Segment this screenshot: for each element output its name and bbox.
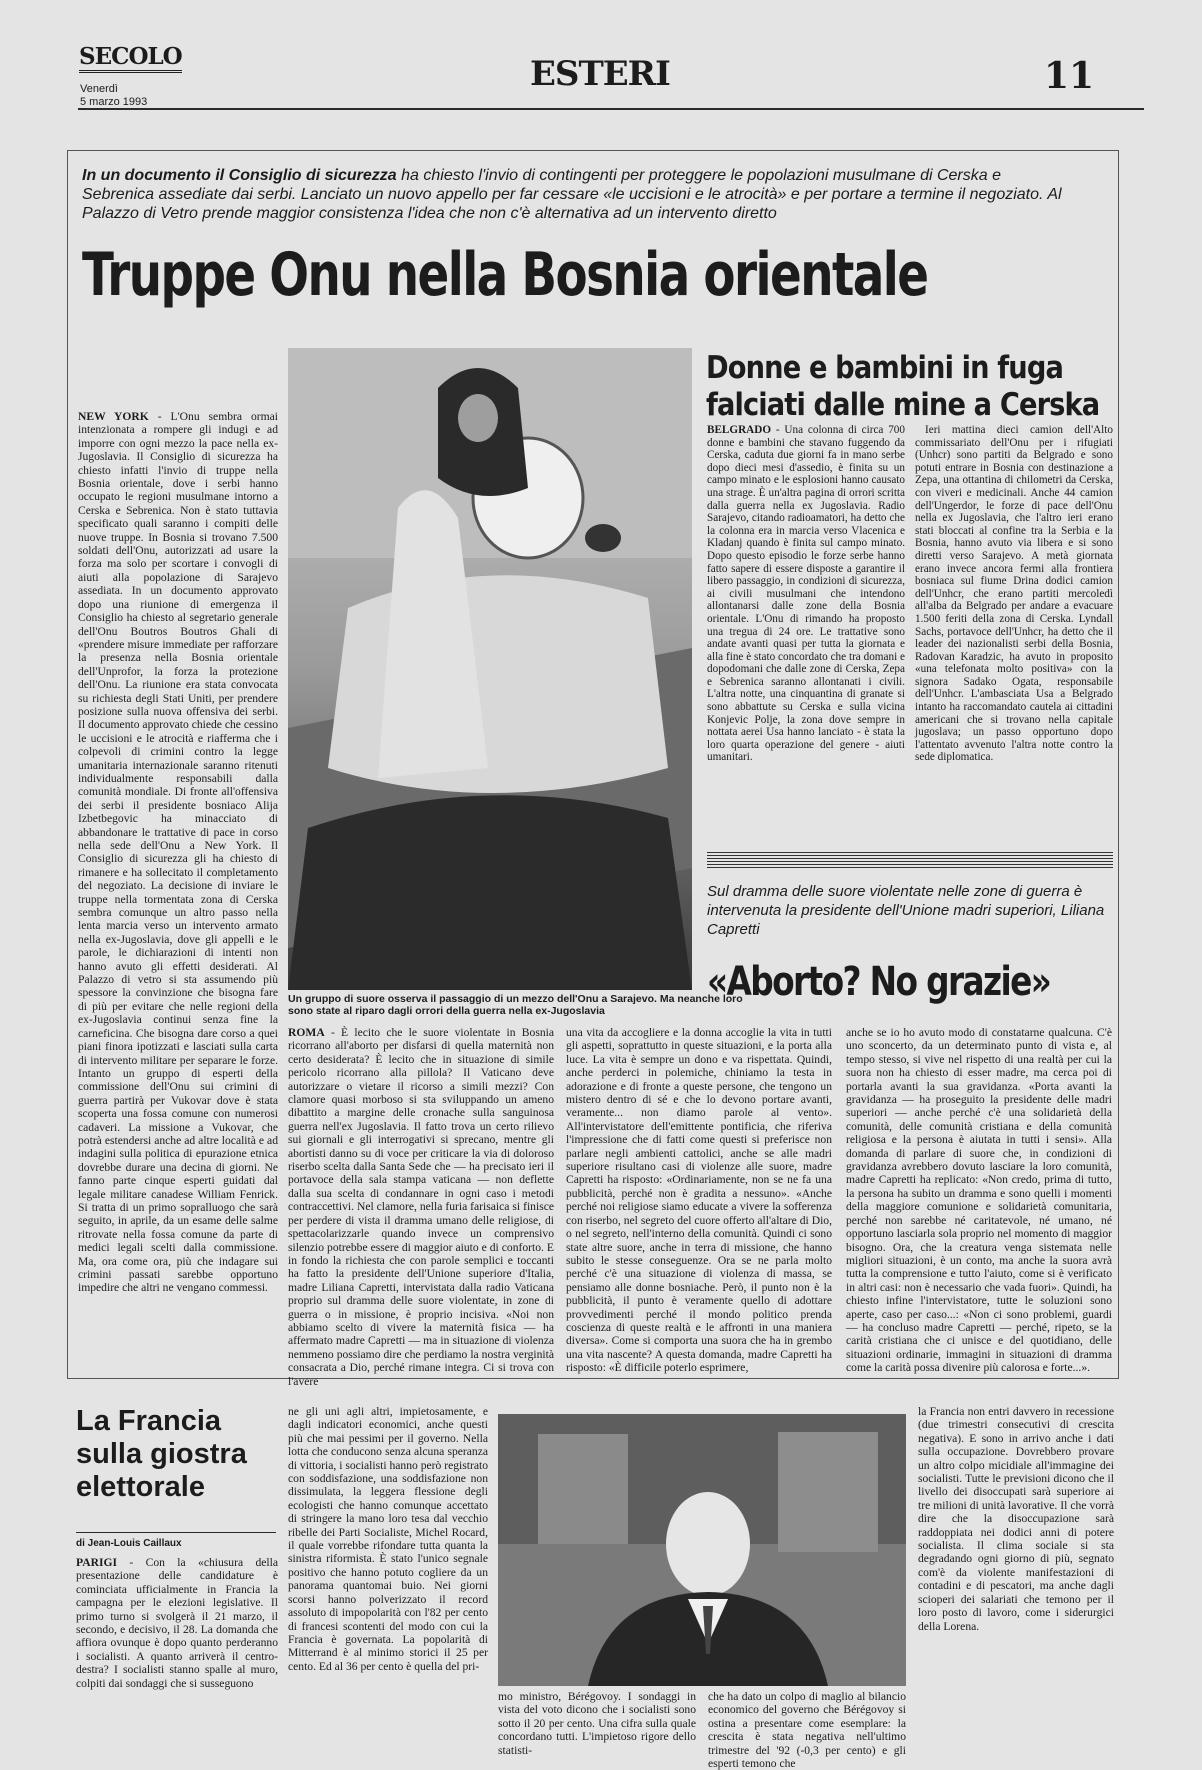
aborto-column-2 [566,1026,832,1374]
photo-caption-nuns: Un gruppo di suore osserva il passaggio di un mezzo dell'Onu a Sarajevo. Ma neanche loro sono state al riparo dagli orrori della guerra nella ex-Jugoslavia [288,993,743,1017]
dateline-belgrado: BELGRADO [707,424,772,436]
francia-col1: - Con la «chiusura della presentazione delle candidature è cominciata ufficialmente in Francia la campagna per le elezioni legislative. Il primo turno si svolgerà il 21 marzo, il secondo, e decisivo, il 28. La domanda che affiora ovunque è dopo quanto perderanno i socialisti. A quanto arriverà il centro-destra? I socialisti stanno spalle al muro, colpiti dai sondaggi che si susseguono [76,1556,278,1690]
main-headline: Truppe Onu nella Bosnia orientale [82,240,928,310]
masthead [0,0,1202,130]
aborto-column-3 [846,1026,1112,1374]
francia-column-5 [918,1405,1114,1754]
photo-politician [498,1414,906,1686]
aborto-column-1 [288,1026,554,1388]
main-story-summary [82,166,1062,223]
francia-col4: che ha dato un colpo di maglio al bilancio economico del governo che Bérégovoy si ostina a presentare come esemplare: la crescita è stata negativa nell'ultimo trimestre del '92 (-0,3 per cento) e gli esperti temono che [708,1690,906,1770]
aborto-col2: una vita da accogliere e la donna accoglie la vita in tutti gli aspetti, soprattutto in queste situazioni, e la porta alla luce. La vita è sempre un dono e va rispettata. Quindi, anche perderci in polemiche, chiniamo la testa in adorazione e di fronte a queste persone, che tengono un mistero dentro di sé e che lo devono portare avanti, veramente... non diamo parole al vento». All'intervistatore dell'emittente pontificia, che riferiva l'impressione che di fatti come questi si preferisce non parlare negli ambienti cattolici, anche se alle madri superiore risultano casi di violenze alle suore, madre Capretti ha risposto: «Ordinariamente, non se ne fa una pubblicità, perché non è gradita a nessuno». «Anche perché noi religiose siamo educate a vivere la sofferenza con riserbo, nel segreto del cuore offerto all'altare di Dio, o nel segreto, nell'interno della comunità. Quindi ci sono state altre suore, anche in terra di missione, che hanno subito le stesse conseguenze. Ora se ne parla molto perché c'è una situazione di violenza di massa, se pensiamo alle donne bosniache. Però, il punto non è la pubblicità, il punto è veramente quello di adottare provvedimenti perché il mondo politico prenda coscienza di queste realtà e le affronti in una maniera diversa». Come si comporta una suora che ha in grembo una vita nascente? A questa domanda, madre Capretti ha risposto: «È difficile poterlo esprimere, [566,1026,832,1375]
cerska-column-left [707,424,905,824]
aborto-col3: anche se io ho avuto modo di constatarne qualcuna. C'è uno sconcerto, da un determinato punto di vista e, al tempo stesso, si vive nel rispetto di una realtà per cui la suora non ha chiesto di esser madre, ma cerca poi di portarla avanti la sua gravidanza. «Porta avanti la gravidanza — ha proseguito la presidente delle madri superiori — anche perché c'è una solidarietà della comunità, delle comunità cristiana e della comunità religiosa e la persona è aiutata in tutti i sensi». Alla domanda di parlare di suore che, in condizioni di gravidanza avrebbero dovuto lasciare la loro comunità, madre Capretti ha replicato: «Non credo, prima di tutto, la persona ha subito un dramma e sono quelli i momenti della maggiore comunione e solidarietà comunitaria, perché non sarebbe né caritatevole, né umano, né opportuno lasciarla sola proprio nel momento di maggior bisogno. Ora, che la creatura venga sistemata nelle migliori situazioni, è un conto, ma anche la suora avrà tutta la comprensione e tutto l'aiuto, come si è verificato in altri casi: non è necessario che vada fuori». Quindi, ha chiesto infine l'intervistatore, tutte le soluzioni sono aperte, caso per caso...: «Non ci sono problemi, guardi — ha concluso madre Capretti — perché, ripeto, se la carità cristiana che ci unisce e del quotidiano, delle situazioni ordinarie, immagini in situazioni di dramma come la carità possa divenire più calorosa e forte...». [846,1026,1112,1375]
francia-column-2 [288,1405,488,1754]
francia-col5: la Francia non entri davvero in recessione (due trimestri consecutivi di crescita negativa). E sono in arrivo anche i dati sulla occupazione. Dovrebbero provare un altro colpo micidiale all'immagine dei socialisti. Tutte le previsioni dicono che il livello dei disoccupati sarà superiore ai tre milioni di unità lavorative. Il che vorrà dire che la disoccupazione sarà raddoppiata nei dodici anni di potere socialista. Il clima sociale si sta degradando ogni giorno di più, segnato com'è da violente manifestazioni di contadini e di pescatori, ma anche dagli scioperi dei salariati che temono per il loro posto di lavoro, come i siderurgici della Lorena. [918,1405,1114,1633]
dateline-parigi: PARIGI [76,1556,118,1569]
masthead-rule [78,108,1144,110]
aborto-summary: Sul dramma delle suore violentate nelle zone di guerra è intervenuta la presidente dell'Unione madri superiori, Liliana Capretti [707,883,1105,938]
aborto-headline: «Aborto? No grazie» [707,959,1051,1005]
photo-nuns-sarajevo [288,348,692,990]
section-title: ESTERI [530,54,670,94]
cerska-headline: Donne e bambini in fuga falciati dalle mine a Cerska [706,350,1100,423]
francia-byline: di Jean-Louis Caillaux [76,1538,182,1549]
francia-byline-rule [76,1532,276,1533]
cerska-body-left: - Una colonna di circa 700 donne e bambini che stavano fuggendo da Cerska, caduta due giorni fa in mano serbe dopo dieci mesi d'assedio, è finita su un campo minato e le esplosioni hanno causato una strage. È un'altra pagina di orrori scritta dalla guerra nella ex Jugoslavia. Radio Sarajevo, citando radioamatori, ha detto che la colonna era in marcia verso Vlacenica e Kladanj quando è finita sul campo minato. Dopo questo episodio le forze serbe hanno fatto sapere di essere disposte a garantire il libero passaggio, in condizioni di sicurezza, ai civili musulmani che intendono allontanarsi dalle zone della Bosnia orientale. L'Onu di rimando ha proposto una tregua di 24 ore. Le trattative sono andate avanti quasi per tutta la giornata e alla fine è stato concordato che tra domani e dopodomani che dalle zone di Cerska, Zepa e Sebrenica saranno allontanati i civili. L'altra notte, una cinquantina di granate si sono abbattute su Cerska e sulla vicina Konjevic Polje, la zona dove sempre in nottata aerei Usa hanno lanciato - è stata la loro quarta operazione del genere - aiuti umanitari. [707,424,905,764]
francia-column-1 [76,1556,278,1754]
issue-date: 5 marzo 1993 [80,96,148,108]
dateline-new-york: NEW YORK [78,410,149,423]
aborto-col1: - È lecito che le suore violentate in Bosnia ricorrano all'aborto per disfarsi di quella maternità non certo desiderata? È lecito che in situazione di simile pericolo ricorrano alla pillola? Il Vaticano deve autorizzare o vietare il ricorso a simili mezzi? Con clamore quasi morboso si sta sviluppando un ameno dibattito a margine delle cronache sulla sanguinosa guerra nell'ex Jugoslavia. Il fatto trova un certo rilievo sui giornali e gli interrogativi si sprecano, mentre gli abortisti danno su di voce per criticare la via di doloroso riserbo scelta dalla Santa Sede che — ha precisato ieri il portavoce della sala stampa vaticana — non deflette dalla sua scelta di condannare in ogni caso i metodi contraccettivi. Nel clamore, nella furia farisaica si finisce per perdere di vista il dramma umano delle religiose, di spettacolarizzarle quando invece un comprensivo silenzio potrebbe essere di maggior aiuto e di conforto. E in fondo la richiesta che con parole semplici e toccanti ha fatto la presidente dell'Unione superiore d'Italia, madre Liliana Capretti, intervistata dalla radio Vaticana proprio sul dramma delle suore violentate, in zone di guerra o in missione, è proprio incisiva. «Noi non abbiamo scelto di vivere la maternità fisica — ha affermato madre Capretti — ma in situazione di violenza nemmeno possiamo dire che perdiamo la nostra verginità consacrata a Dio, perché rimane integra. Ci si trova con l'avere [288,1026,554,1388]
francia-column-3 [498,1690,696,1757]
main-story-column [78,410,278,1355]
cerska-column-right [915,424,1113,824]
summary-lead: In un documento il Consiglio di sicurezza [82,167,397,184]
francia-col2: ne gli uni agli altri, impietosamente, e dagli indicatori economici, anche questi più che mai pessimi per il governo. Nella lotta che conducono senza alcuna speranza di vittoria, i socialisti hanno però registrato con soddisfazione, una soddisfazione non dissimulata, la leggera flessione degli ecologisti che hanno comunque accettato di stringere la mano loro tesa dal vecchio ribelle dei Parti Socialiste, Michel Rocard, il quale vorrebbe rifondare tutta quanta la sinistra riformista. È stato l'unico segnale positivo che hanno potuto cogliere da un panorama quantomai buio. Nei giorni scorsi hanno polverizzato il record assoluto di impopolarità con l'82 per cento di francesi scontenti del modo con cui la Francia è governata. La popolarità di Mitterrand è al minimo storici il 25 per cento. Ed al 36 per cento è quella del pri- [288,1405,488,1673]
issue-weekday: Venerdì [80,83,118,95]
dateline-roma: ROMA [288,1026,325,1039]
photo-nuns-graphic [288,348,692,990]
main-story-body: - L'Onu sembra ormai intenzionata a rompere gli indugi e ad imporre con ogni mezzo la pace nella ex-Jugoslavia. Il Consiglio di sicurezza ha chiesto infatti l'invio di truppe nella Bosnia orientale, dove i serbi hanno occupato le regioni musulmane intorno a Cerska e Sebrenica. Non è stato tuttavia specificato quali saranno i compiti delle nuove truppe. In Bosnia si trovano 7.500 soldati dell'Onu, autorizzati ad usare la forza ma solo per scortare i convogli di aiuti alla popolazione di Sarajevo assediata. In un documento approvato dopo una riunione di emergenza il Consiglio ha chiesto al segretario generale dell'Onu Boutros Boutros Ghali di «prendere misure immediate per rafforzare la presenza nella Bosnia orientale dell'Unprofor, la forza la protezione dell'Onu. La riunione era stata convocata su richiesta degli Stati Uniti, per prendere posizione sulla nuova offensiva dei serbi. Il documento approvato chiede che cessino le uccisioni e le atrocità e riafferma che i colpevoli di crimini contro la legge umanitaria internazionale saranno ritenuti individualmente responsabili dalla comunità mondiale. Di fronte all'offensiva dei serbi il presidente bosniaco Alija Izbetbegovic ha minacciato di abbandonare le trattative di pace in corso nella sede dell'Onu a New York. Il Consiglio di sicurezza gli ha chiesto di rimanere e ha sollecitato il completamento del negoziato. La decisione di inviare le truppe nella tormentata zona di Cerska sembra comunque un altro passo nella lenta marcia verso un intervento armato nella ex-Jugoslavia, dove gli appelli e le parole, le dichiarazioni di intenti non hanno avuto gli effetti desiderati. Al Palazzo di vetro si sta assumendo più spessore la convinzione che bisogna fare di più per evitare che nelle regioni della ex-Jugoslavia continui senza fine la carneficina. Che bisogna dare corso a quei piani finora ipotizzati e lasciati sulla carta di intervento militare per separare le forze. Intanto un gruppo di esperti della commissione dell'Onu sui crimini di guerra partirà per Vukovar dove è stata scoperta una fossa comune con numerosi cadaveri. La missione a Vukovar, che potrà estendersi anche ad altre località e ad indagini sulla politica di epurazione etnica dovrebbe durare una decina di giorni. Ne fanno parte cinque esperti guidati dal legale militare canadese William Fenrick. Si tratta di un primo sopralluogo che sarà seguito, in aprile, da un esame delle salme ritrovate nella fossa comune da parte di medici legali scelti dalla commissione. Ma, ora come ora, più che indagare sui crimini passati sarebbe opportuno impedire che altri ne vengano commessi. [78,410,278,1295]
newspaper-logo: SECOLO [79,44,182,73]
francia-headline: La Francia sulla giostra elettorale [76,1405,247,1503]
francia-col3: mo ministro, Bérégovoy. I sondaggi in vista del voto dicono che i socialisti sono sotto il 20 per cento. Una cifra sulla quale concordano tutti. L'impietoso rigore dello statisti- [498,1690,696,1757]
francia-column-4 [708,1690,906,1770]
page-number: 11 [1044,55,1095,97]
summary-text: ha chiesto l'invio di contingenti per proteggere le popolazioni musulmane di Cerska e Sebrenica assediate dai serbi. Lanciato un nuovo appello per far cessare «le uccisioni e le atrocità» e per portare a termine il negoziato. Al Palazzo di Vetro prende maggior consistenza l'idea che non c'è alternativa ad un intervento diretto [82,167,1062,222]
photo-politician-graphic [498,1414,906,1686]
cerska-body-right: Ieri mattina dieci camion dell'Alto commissariato dell'Onu per i rifugiati (Unhcr) sono partiti da Belgrado e sono potuti entrare in Bosnia con destinazione a Zepa, una ottantina di chilometri da Cerska, con viveri e medicinali. Anche 44 camion dell'Ungerdor, le forze di pace dell'Onu nella ex Jugoslavia, che l'altro ieri erano stati bloccati al confine tra la Serbia e la Bosnia, hanno avuto via libera e si sono diretti verso Sarajevo. A metà giornata erano invece ancora fermi alla frontiera bosniaca sul fiume Drina dodici camion dell'Unhcr, che erano partiti mercoledì all'alba da Belgrado per andare a evacuare 1.500 feriti della zona di Cerska. Lyndall Sachs, portavoce dell'Unhcr, ha detto che il leader dei nazionalisti serbi della Bosnia, Radovan Karadzic, ha avuto in proposito «una telefonata molto positiva» con la signora Sadako Ogata, responsabile dell'Unhcr. L'ambasciata Usa a Belgrado intanto ha raccomandato cautela ai cittadini americani che si trovano nella capitale jugoslava; un passo opportuno dopo l'attentato avvenuto l'altra notte contro la sede diplomatica. [915,424,1113,764]
striped-divider [707,852,1113,870]
